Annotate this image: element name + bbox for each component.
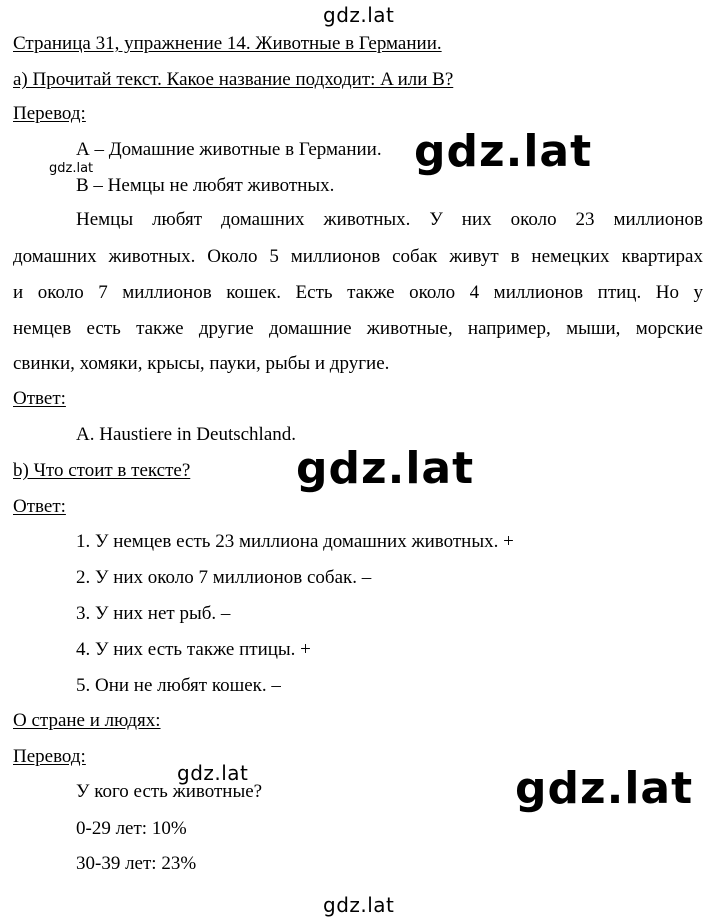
option-b: В – Немцы не любят животных. xyxy=(76,175,335,196)
translation-label-country: Перевод: xyxy=(13,746,86,767)
watermark-bottom: gdz.lat xyxy=(323,893,395,917)
watermark-large-1: gdz.lat xyxy=(414,126,593,177)
watermark-top: gdz.lat xyxy=(323,3,395,27)
answer-item-1: 1. У немцев есть 23 миллиона домашних животных. + xyxy=(76,531,514,552)
watermark-small-mid: gdz.lat xyxy=(177,761,249,785)
paragraph-line-1: Немцы любят домашних животных. У них около 23 миллионов xyxy=(76,209,703,230)
answer-a: A. Haustiere in Deutschland. xyxy=(76,424,297,445)
country-question: У кого есть животные? xyxy=(76,781,263,802)
answer-item-3: 3. У них нет рыб. – xyxy=(76,603,231,624)
page-heading: Страница 31, упражнение 14. Животные в Германии. xyxy=(13,33,442,54)
watermark-large-2: gdz.lat xyxy=(296,443,475,494)
task-b: b) Что стоит в тексте? xyxy=(13,460,191,481)
answer-item-2: 2. У них около 7 миллионов собак. – xyxy=(76,567,372,588)
task-a: a) Прочитай текст. Какое название подходит: A или B? xyxy=(13,69,454,90)
stat-line-2: 30-39 лет: 23% xyxy=(76,853,197,874)
paragraph-line-2: домашних животных. Около 5 миллионов собак живут в немецких квартирах xyxy=(13,246,703,267)
answer-label-b: Ответ: xyxy=(13,496,66,517)
option-a: А – Домашние животные в Германии. xyxy=(76,139,382,160)
answer-item-4: 4. У них есть также птицы. + xyxy=(76,639,311,660)
paragraph-line-4: немцев есть также другие домашние животные, например, мыши, морские xyxy=(13,318,703,339)
paragraph-line-3: и около 7 миллионов кошек. Есть также около 4 миллионов птиц. Но у xyxy=(13,282,703,303)
country-title: О стране и людях: xyxy=(13,710,161,731)
watermark-large-3: gdz.lat xyxy=(515,763,694,814)
translation-label-a: Перевод: xyxy=(13,103,86,124)
stat-line-1: 0-29 лет: 10% xyxy=(76,818,187,839)
paragraph-line-5: свинки, хомяки, крысы, пауки, рыбы и другие. xyxy=(13,353,390,374)
answer-label-a: Ответ: xyxy=(13,388,66,409)
answer-item-5: 5. Они не любят кошек. – xyxy=(76,675,281,696)
watermark-tiny: gdz.lat xyxy=(49,161,94,176)
